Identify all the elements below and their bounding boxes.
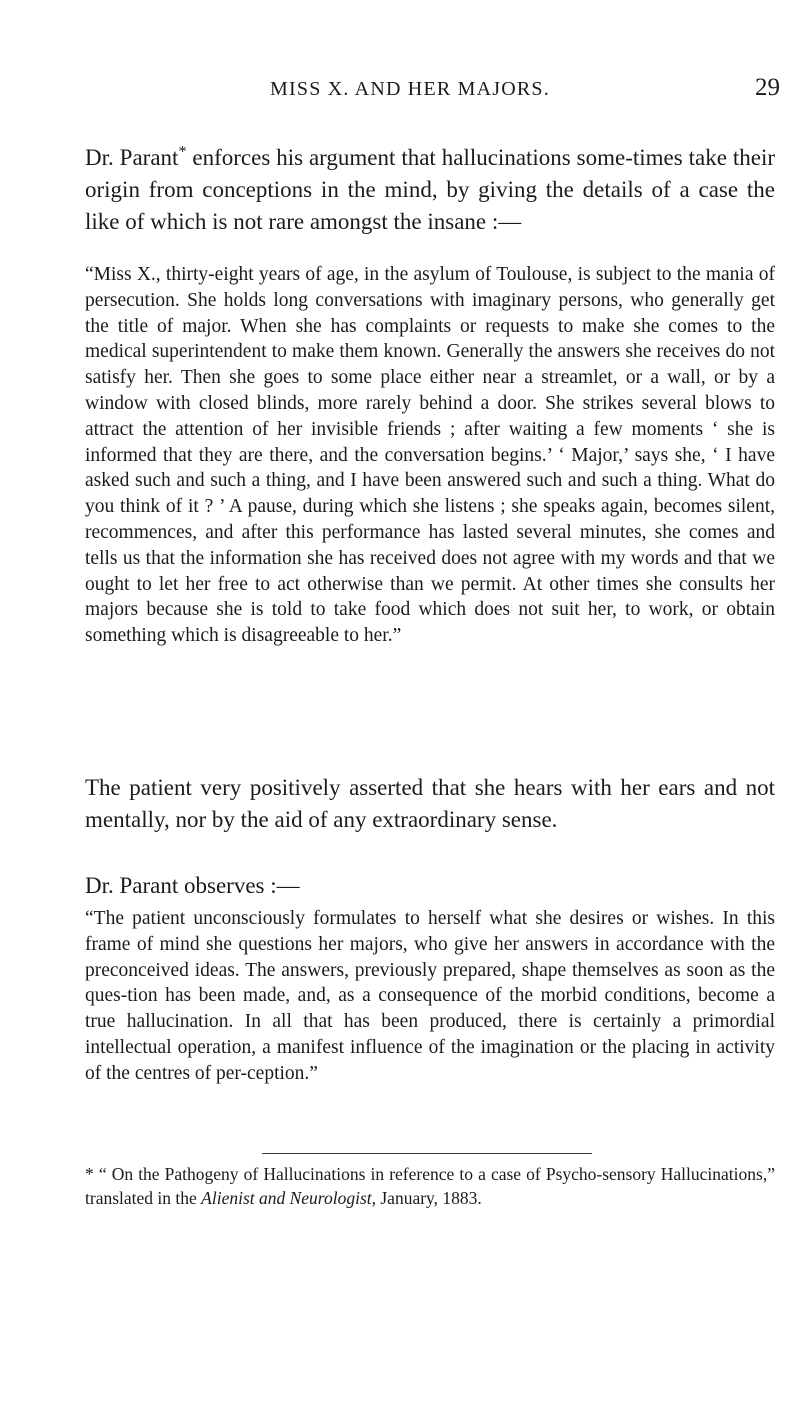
running-head: MISS X. AND HER MAJORS. — [270, 78, 550, 100]
footnote-marker-bottom: * — [85, 1164, 94, 1184]
footnote-marker: * — [178, 143, 187, 161]
paragraph-parant-observes: Dr. Parant observes :— — [85, 873, 300, 898]
quote-parant: “The patient unconsciously formulates to herself what she desires or wishes. In this frame of mind she questions her majors, who give her answers in accordance with the preconceived ideas. The answers, previously prepared, shape themselves as soon as the ques-tion has been made, and, as a consequence of the morbid conditions, become a true hallucination. In all that has been produced, there is certainly a primordial intellectual operation, a manifest influence of the imagination or the placing in activity of the centres of per-ception.” — [85, 908, 775, 1084]
paragraph-intro-rest: enforces his argument that hallucinations some-times take their origin from conceptions in the mind, by giving the details of a case the like of which is not rare amongst the insane :— — [85, 145, 776, 234]
footnote-text-before: “ On the Pathogeny of Hallucinations in reference to a case of Psycho-sensory Hallucinations,” translated in the — [85, 1164, 775, 1208]
page-number: 29 — [755, 74, 780, 101]
paragraph-intro — [85, 142, 775, 238]
quote-miss-x: “Miss X., thirty-eight years of age, in the asylum of Toulouse, is subject to the mania of persecution. She holds long conversations with imaginary persons, who generally get the title of major. When she has complaints or requests to make she comes to the medical superintendent to make them known. Generally the answers she receives do not satisfy her. Then she goes to some place either near a streamlet, or a wall, or by a window with closed blinds, more rarely behind a door. She strikes several blows to attract the attention of her invisible friends ; after waiting a few moments ‘ she is informed that they are there, and the conversation begins.’ ‘ Major,’ says she, ‘ I have asked such and such a thing, and I have been answered such and such a thing. What do you think of it ? ’ A pause, during which she listens ; she speaks again, becomes silent, recommences, and after this performance has lasted several minutes, she comes and tells us that the information she has received does not agree with my words and that we ought to let her free to act otherwise than we permit. At other times she consults her majors because she is told to take food which does not suit her, to work, or obtain something which is disagreeable to her.” — [85, 264, 775, 647]
page-header — [40, 74, 780, 104]
footnote-text-after: January, 1883. — [376, 1188, 482, 1208]
footnote-divider — [262, 1153, 592, 1154]
paragraph-patient: The patient very positively asserted that she hears with her ears and not mentally, nor by the aid of any extraordinary sense. — [85, 775, 775, 832]
footnote — [85, 1162, 775, 1210]
footnote-journal: Alienist and Neurologist, — [201, 1188, 376, 1208]
paragraph-intro-text: Dr. Parant — [85, 145, 179, 170]
